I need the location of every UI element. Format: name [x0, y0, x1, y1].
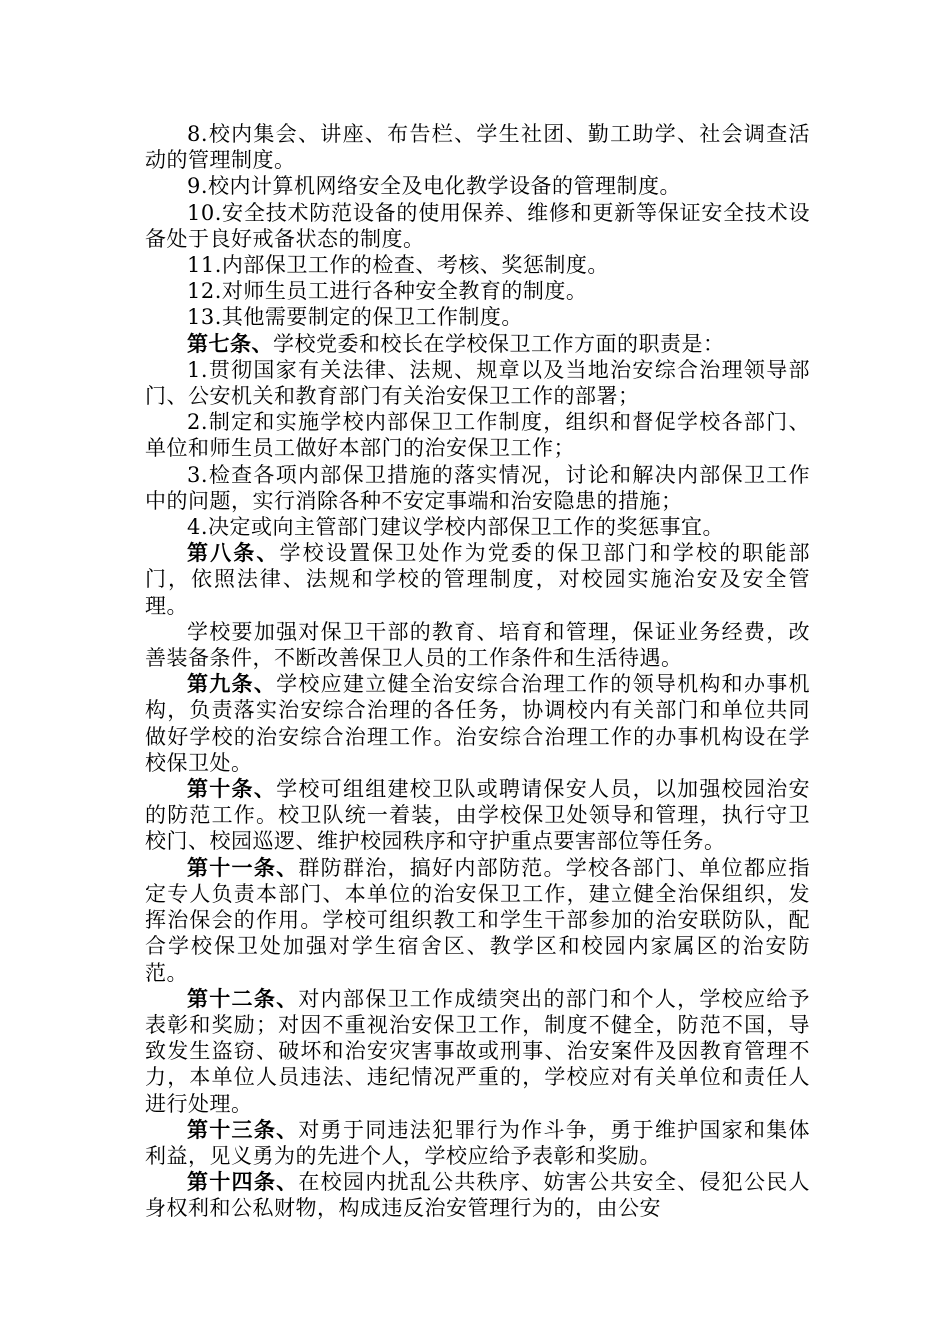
document-body [145, 121, 810, 1222]
paragraph-item-11: 11.内部保卫工作的检查、考核、奖惩制度。 [187, 253, 609, 278]
article-10: 第十条、学校可组组建校卫队或聘请保安人员，以加强校园治安的防范工作。校卫队统一着装，由学校保卫处领导和管理，执行守卫校门、校园巡逻、维护校园秩序和守护重点要害部位等任务。 [145, 776, 811, 854]
article-heading: 第七条、 [187, 330, 273, 356]
article-7-item-3: 3.检查各项内部保卫措施的落实情况，讨论和解决内部保卫工作中的问题，实行消除各种不安定事端和治安隐患的措施； [145, 462, 810, 513]
article-12: 第十二条、对内部保卫工作成绩突出的部门和个人，学校应给予表彰和奖励；对因不重视治安保卫工作，制度不健全，防范不国，导致发生盗窃、破坏和治安灾害事故或刑事、治安案件及因教育管理不力，本单位人员违法、违纪情况严重的，学校应对有关单位和责任人进行处理。 [145, 985, 810, 1116]
article-heading: 第八条、 [187, 540, 280, 566]
article-heading: 第九条、 [187, 671, 277, 697]
article-heading: 第十二条、 [187, 985, 299, 1011]
article-8: 第八条、学校设置保卫处作为党委的保卫部门和学校的职能部门，依照法律、法规和学校的管理制度，对校园实施治安及安全管理。 [145, 540, 811, 618]
article-heading: 第十一条、 [187, 854, 299, 880]
article-7-item-4: 4.决定或向主管部门建议学校内部保卫工作的奖惩事宜。 [187, 515, 725, 540]
article-heading: 第十四条、 [187, 1169, 299, 1195]
article-heading: 第十条、 [187, 776, 277, 802]
paragraph-item-12: 12.对师生员工进行各种安全教育的制度。 [187, 279, 588, 304]
article-7-item-1: 1.贯彻国家有关法律、法规、规章以及当地治安综合治理领导部门、公安机关和教育部门有关治安保卫工作的部署； [145, 357, 810, 409]
paragraph-item-8: 8.校内集会、讲座、布告栏、学生社团、勤工助学、社会调查活动的管理制度。 [145, 122, 810, 173]
article-7: 第七条、学校党委和校长在学校保卫工作方面的职责是： [187, 330, 725, 356]
paragraph-item-13: 13.其他需要制定的保卫工作制度。 [187, 305, 523, 330]
article-7-item-2: 2.制定和实施学校内部保卫工作制度，组织和督促学校各部门、单位和师生员工做好本部门的治安保卫工作； [145, 410, 810, 461]
article-14: 第十四条、在校园内扰乱公共秩序、妨害公共安全、侵犯公民人身权利和公私财物，构成违反治安管理行为的，由公安 [145, 1169, 810, 1221]
article-heading: 第十三条、 [187, 1116, 299, 1142]
article-13: 第十三条、对勇于同违法犯罪行为作斗争，勇于维护国家和集体利益，见义勇为的先进个人，学校应给予表彰和奖励。 [145, 1116, 810, 1168]
article-11: 第十一条、群防群治，搞好内部防范。学校各部门、单位都应指定专人负责本部门、本单位的治安保卫工作，建立健全治保组织，发挥治保会的作用。学校可组织教工和学生干部参加的治安联防队，配合学校保卫处加强对学生宿舍区、教学区和校园内家属区的治安防范。 [145, 854, 810, 985]
article-9: 第九条、学校应建立健全治安综合治理工作的领导机构和办事机构，负责落实治安综合治理的各任务，协调校内有关部门和单位共同做好学校的治安综合治理工作。治安综合治理工作的办事机构设在学校保卫处。 [145, 671, 811, 775]
paragraph-item-10: 10.安全技术防范设备的使用保养、维修和更新等保证安全技术设备处于良好戒备状态的制度。 [145, 200, 810, 251]
paragraph-item-9: 9.校内计算机网络安全及电化教学设备的管理制度。 [187, 174, 682, 199]
article-8-paragraph-2: 学校要加强对保卫干部的教育、培育和管理，保证业务经费，改善装备条件，不断改善保卫人员的工作条件和生活待遇。 [145, 619, 810, 671]
